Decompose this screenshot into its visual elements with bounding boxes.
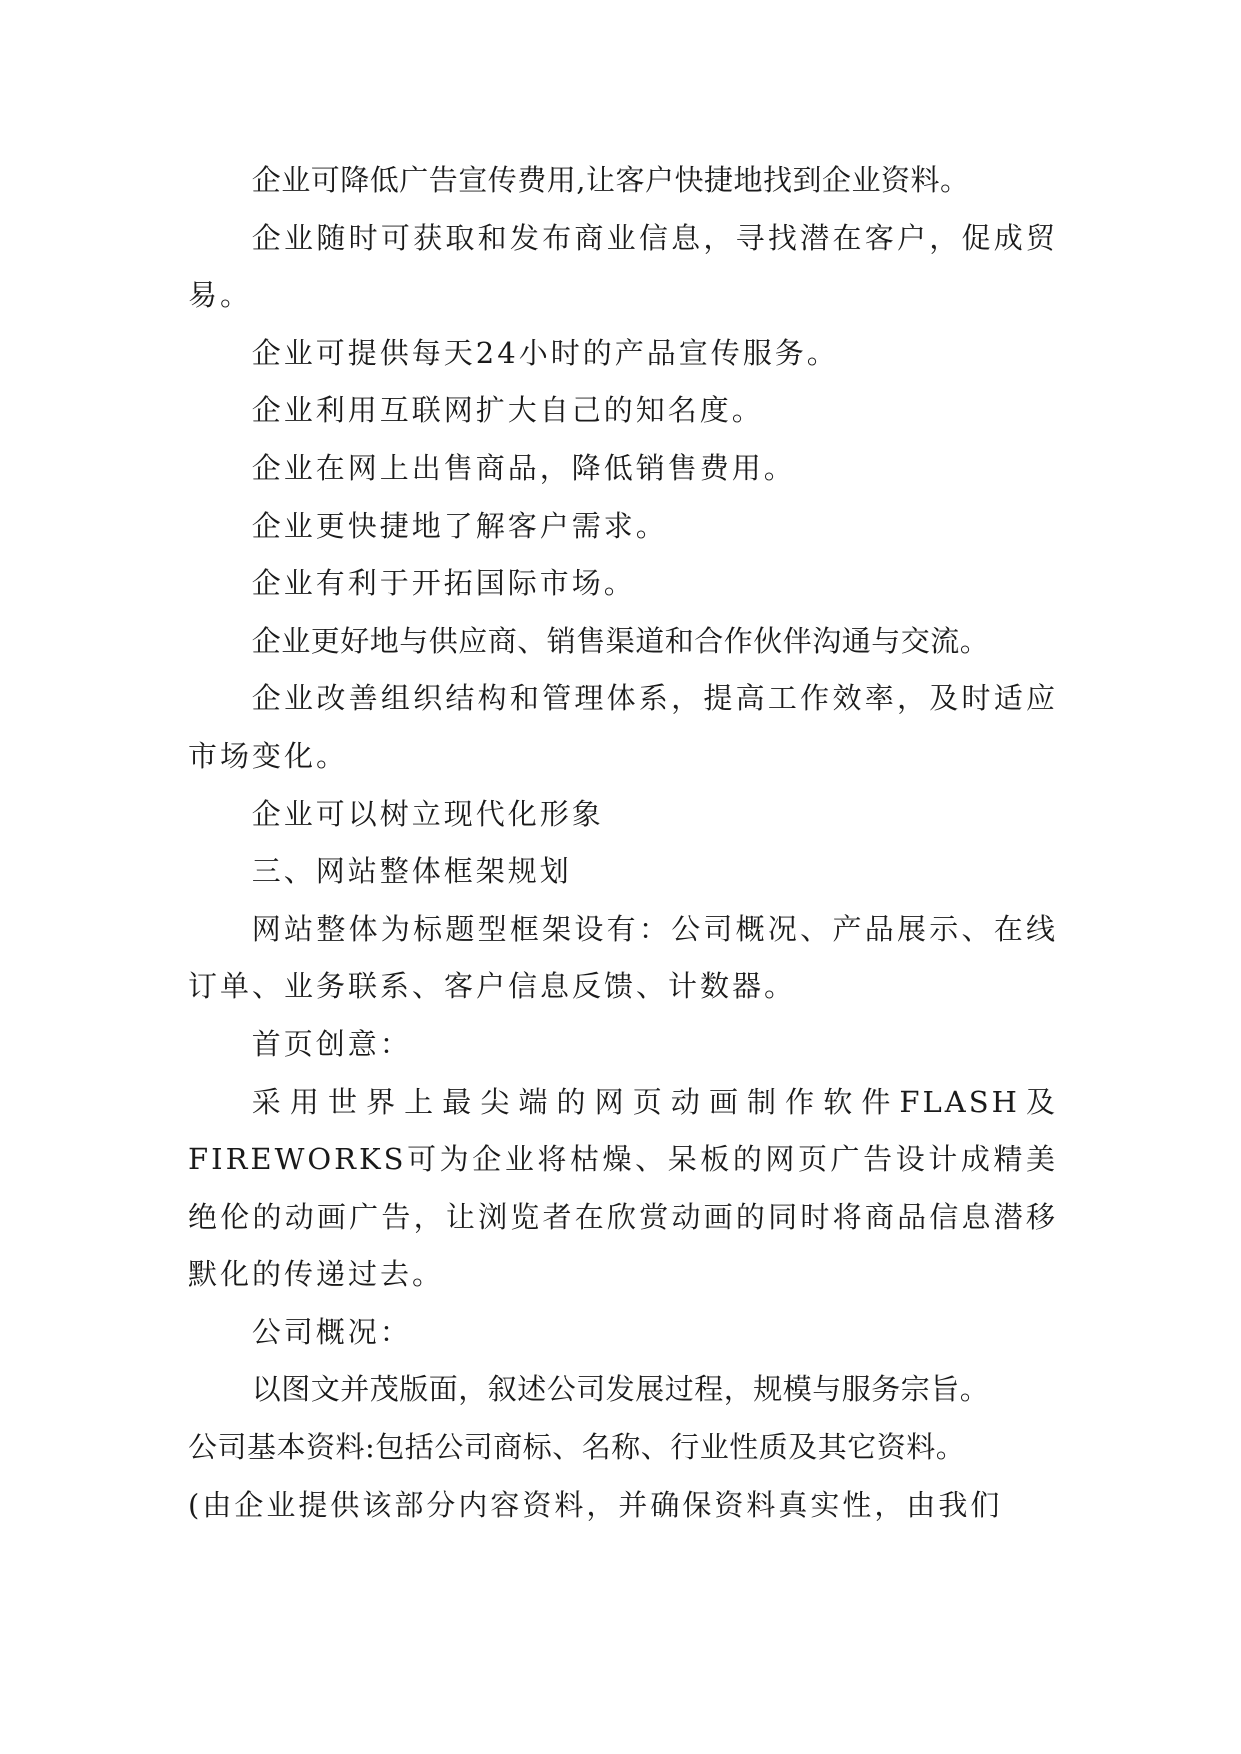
paragraph-company-basic-info: 公司基本资料:包括公司商标、名称、行业性质及其它资料。 <box>188 1430 966 1465</box>
paragraph-partner-communication: 企业更好地与供应商、销售渠道和合作伙伴沟通与交流。 <box>251 623 990 658</box>
subheading-company-overview: 公司概况： <box>251 1314 412 1349</box>
paragraph-24h-service: 企业可提供每天24小时的产品宣传服务。 <box>251 335 839 370</box>
document-body <box>188 152 1058 1534</box>
paragraph-visibility: 企业利用互联网扩大自己的知名度。 <box>251 393 764 428</box>
paragraph-international-market: 企业有利于开拓国际市场。 <box>251 566 636 601</box>
paragraph-company-data-note: (由企业提供该部分内容资料，并确保资料真实性，由我们 <box>188 1487 1003 1522</box>
paragraph-modern-image: 企业可以树立现代化形象 <box>251 796 604 831</box>
paragraph-business-info: 企业随时可获取和发布商业信息，寻找潜在客户，促成贸易。 <box>188 220 1058 313</box>
paragraph-reduce-ad-cost: 企业可降低广告宣传费用,让客户快捷地找到企业资料。 <box>251 163 970 197</box>
section-heading-framework: 三、网站整体框架规划 <box>251 854 572 889</box>
paragraph-company-history: 以图文并茂版面，叙述公司发展过程，规模与服务宗旨。 <box>251 1372 990 1407</box>
paragraph-customer-needs: 企业更快捷地了解客户需求。 <box>251 508 668 543</box>
paragraph-framework: 网站整体为标题型框架设有：公司概况、产品展示、在线订单、业务联系、客户信息反馈、计数器。 <box>188 911 1058 1004</box>
subheading-homepage: 首页创意： <box>251 1026 412 1061</box>
paragraph-homepage-idea: 采用世界上最尖端的网页动画制作软件FLASH及FIREWORKS可为企业将枯燥、呆板的网页广告设计成精美绝伦的动画广告，让浏览者在欣赏动画的同时将商品信息潜移默化的传递过去。 <box>188 1084 1058 1292</box>
paragraph-organization: 企业改善组织结构和管理体系，提高工作效率，及时适应市场变化。 <box>188 681 1058 773</box>
paragraph-online-sales: 企业在网上出售商品，降低销售费用。 <box>251 450 796 485</box>
